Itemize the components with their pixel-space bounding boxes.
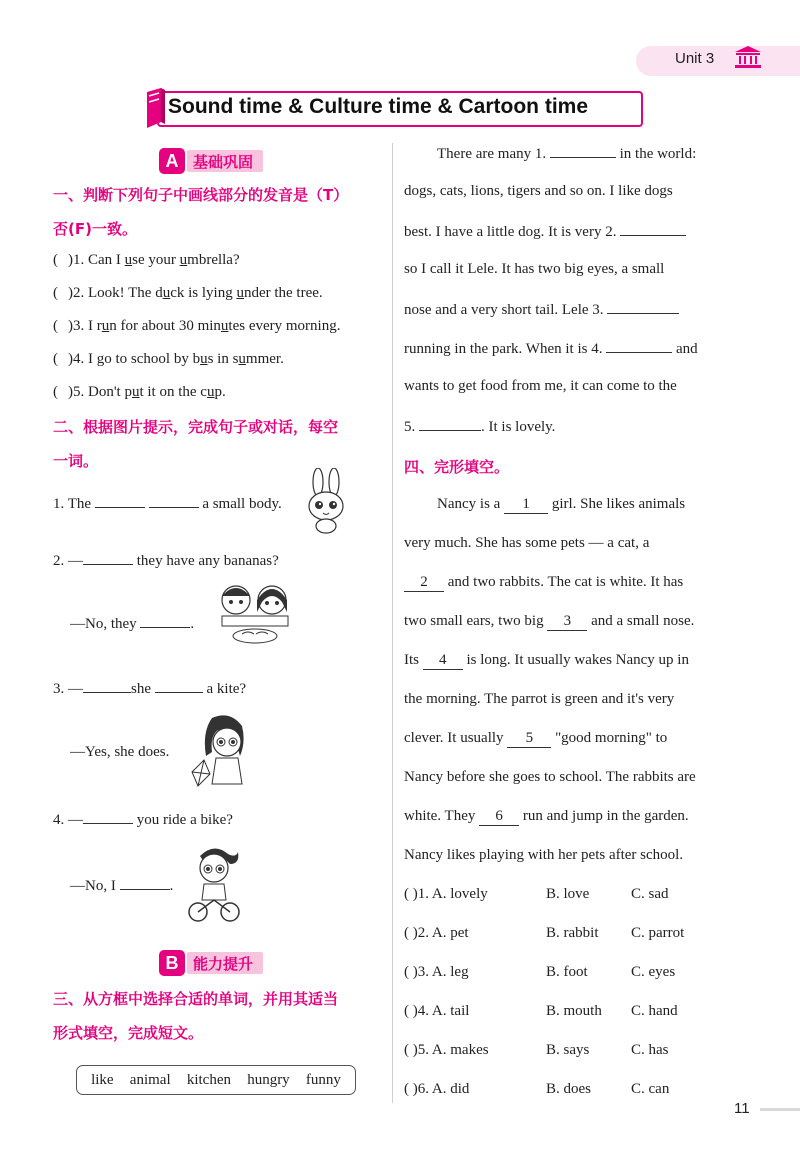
word-option: like (91, 1071, 114, 1088)
page-number-line (760, 1108, 800, 1111)
girl-kite-image (190, 712, 252, 792)
q2-sentence-2q: 2. — they have any bananas? (53, 553, 279, 569)
q4-option-row: ( )1. A. lovely B. love C. sad (404, 886, 669, 902)
girl-bike-image (186, 842, 242, 924)
q2-title-line2: 一词。 (53, 452, 99, 470)
q2-sentence-4q: 4. — you ride a bike? (53, 812, 233, 828)
p3-line-6: running in the park. When it is 4. and (404, 341, 698, 357)
section-a-badge (159, 148, 263, 174)
word-box (76, 1065, 356, 1095)
column-divider (392, 143, 393, 1103)
book-icon (143, 88, 167, 130)
p3-line-1: There are many 1. in the world: (437, 146, 697, 162)
q2-title-line1: 二、根据图片提示，完成句子或对话，每空 (53, 418, 339, 436)
q3-title-line1: 三、从方框中选择合适的单词，并用其适当 (53, 990, 339, 1008)
q4-line-1: Nancy is a 1 girl. She likes animals (437, 496, 686, 512)
building-icon (733, 44, 763, 70)
q4-line-5: Its 4 is long. It usually wakes Nancy up in (404, 652, 689, 668)
section-a-label: 基础巩固 (187, 150, 263, 172)
q1-item-2: ( )2. Look! The duck is lying under the tree. (53, 285, 323, 301)
q2-sentence-2a: —No, they . (70, 616, 195, 632)
q3-title-line2: 形式填空，完成短文。 (53, 1024, 204, 1042)
q2-sentence-4a: —No, I . (70, 878, 174, 894)
q4-option-row: ( )4. A. tail B. mouth C. hand (404, 1003, 678, 1019)
p3-line-7: wants to get food from me, it can come to the (404, 378, 677, 394)
word-option: kitchen (186, 1071, 231, 1088)
word-option: hungry (247, 1071, 290, 1088)
q1-item-3: ( )3. I run for about 30 minutes every morning. (53, 318, 341, 334)
q1-title-line1: 一、判断下列句子中画线部分的发音是（T） (53, 186, 349, 204)
q4-line-3: 2 and two rabbits. The cat is white. It has (404, 574, 683, 592)
section-b-badge (159, 950, 263, 976)
p3-line-4: so I call it Lele. It has two big eyes, a small (404, 261, 665, 277)
q4-line-4: two small ears, two big 3 and a small nose. (404, 613, 695, 629)
word-option: animal (129, 1071, 171, 1088)
q4-line-9: white. They 6 run and jump in the garden. (404, 808, 689, 824)
q4-line-6: the morning. The parrot is green and it's very (404, 691, 675, 707)
section-a-letter: A (159, 148, 185, 174)
section-b-letter: B (159, 950, 185, 976)
p3-line-2: dogs, cats, lions, tigers and so on. I like dogs (404, 183, 673, 199)
rabbit-image (302, 468, 350, 534)
q2-sentence-3a: —Yes, she does. (70, 744, 170, 760)
q1-item-5: ( )5. Don't put it on the cup. (53, 384, 226, 400)
q4-line-10: Nancy likes playing with her pets after school. (404, 847, 684, 863)
p3-line-5: nose and a very short tail. Lele 3. (404, 300, 679, 319)
p3-line-3: best. I have a little dog. It is very 2. (404, 222, 686, 241)
q4-option-row: ( )5. A. makes B. says C. has (404, 1042, 669, 1058)
p3-line-8: 5. . It is lovely. (404, 419, 556, 435)
q4-line-8: Nancy before she goes to school. The rabbits are (404, 769, 696, 785)
q4-option-row: ( )2. A. pet B. rabbit C. parrot (404, 925, 685, 941)
q2-sentence-3q: 3. — she a kite? (53, 681, 247, 697)
unit-tab (636, 46, 800, 76)
q1-title-line2: 否(F)一致。 (53, 220, 137, 238)
q4-line-2: very much. She has some pets — a cat, a (404, 535, 650, 551)
page-number: 11 (734, 1100, 750, 1117)
unit-label: Unit 3 (675, 50, 715, 67)
q4-title: 四、完形填空。 (404, 458, 510, 476)
word-option: funny (305, 1071, 341, 1088)
q1-item-1: ( )1. Can I use your umbrella? (53, 252, 240, 268)
children-bananas-image (210, 578, 300, 648)
q4-option-row: ( )3. A. leg B. foot C. eyes (404, 964, 676, 980)
q4-option-row: ( )6. A. did B. does C. can (404, 1081, 670, 1097)
q4-line-7: clever. It usually 5 "good morning" to (404, 730, 668, 746)
section-b-label: 能力提升 (187, 952, 263, 974)
page-title: Sound time & Culture time & Cartoon time (168, 95, 589, 118)
q1-item-4: ( )4. I go to school by bus in summer. (53, 351, 284, 367)
q2-sentence-1: 1. The a small body. (53, 496, 282, 512)
